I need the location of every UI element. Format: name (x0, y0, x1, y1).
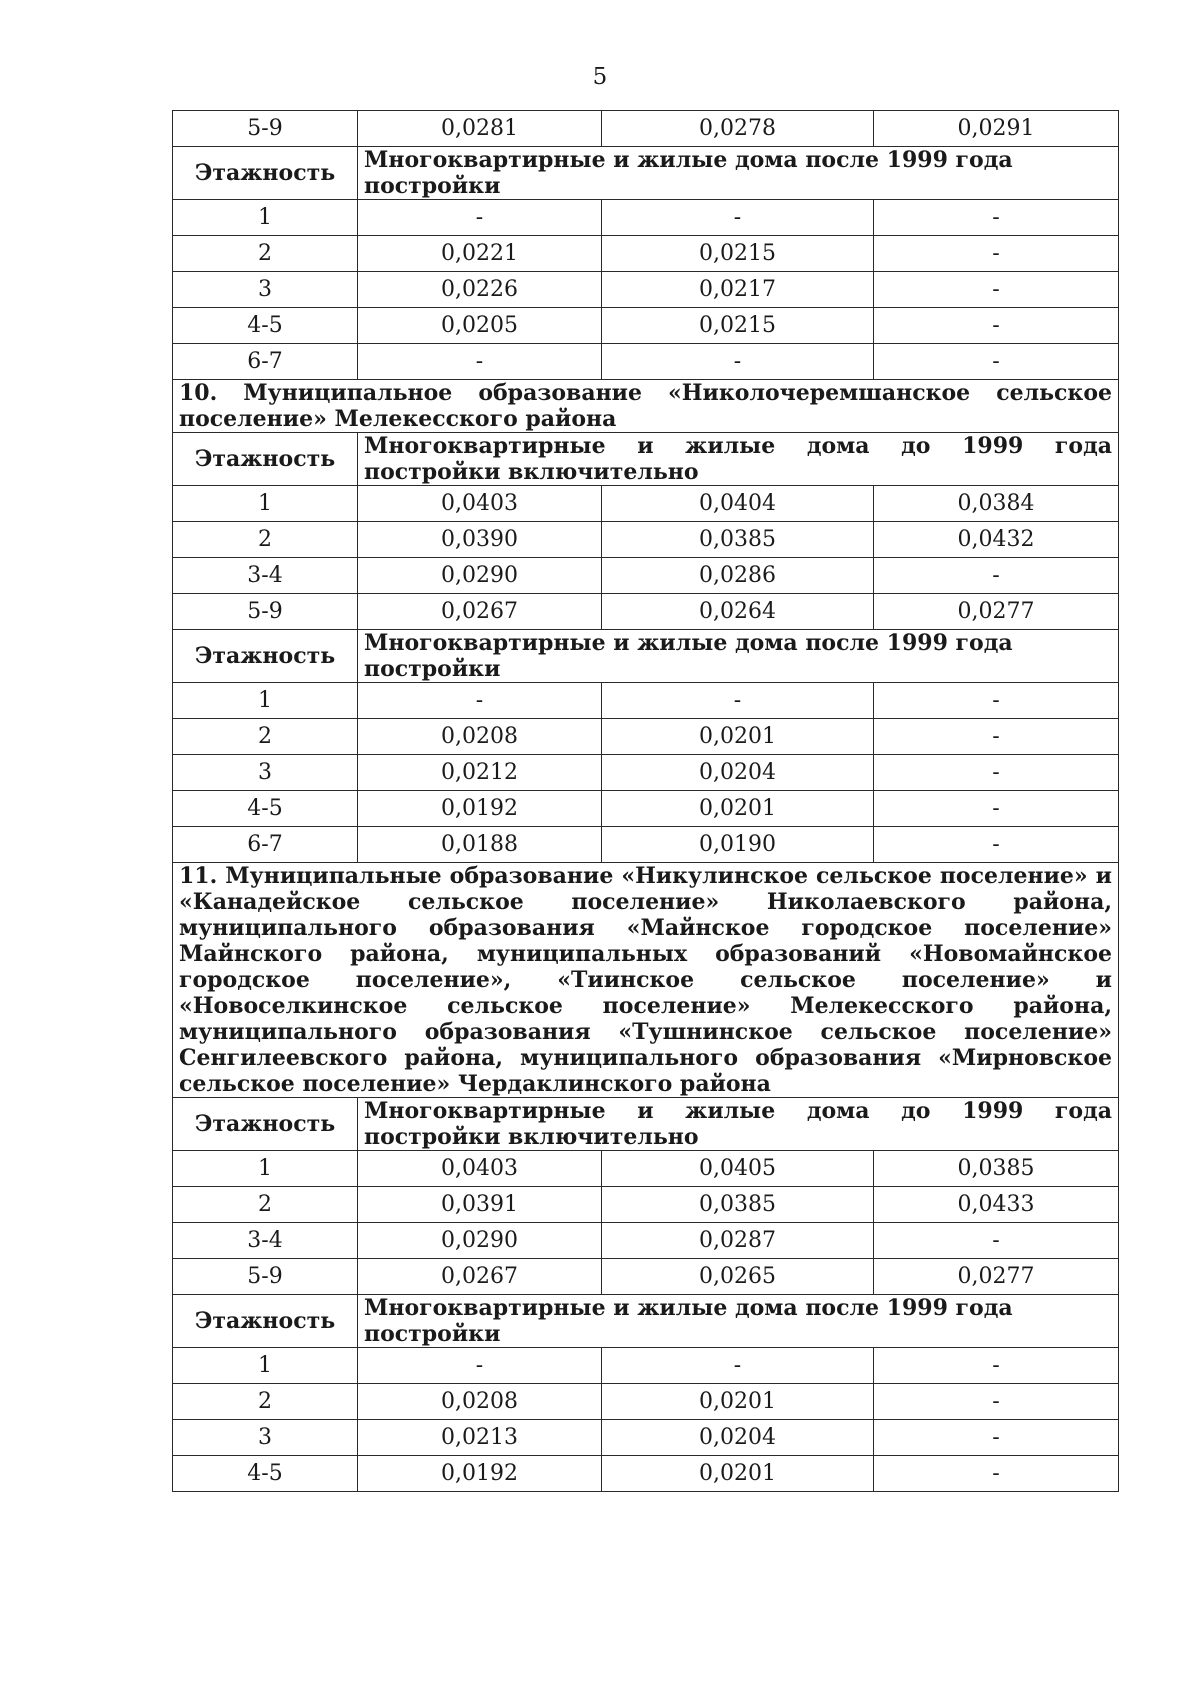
value-cell: 0,0385 (874, 1151, 1119, 1187)
value-cell: - (874, 683, 1119, 719)
value-cell: - (874, 827, 1119, 863)
value-cell: 0,0390 (358, 522, 602, 558)
value-cell: 0,0201 (602, 1456, 874, 1492)
value-cell: 0,0205 (358, 308, 602, 344)
value-cell: 0,0384 (874, 486, 1119, 522)
group-header: Многоквартирные и жилые дома до 1999 года постройки включительно (358, 433, 1119, 486)
table-row (173, 1151, 1119, 1187)
table-row (173, 755, 1119, 791)
floors-cell: 5-9 (173, 1259, 358, 1295)
floors-cell: 2 (173, 236, 358, 272)
value-cell: - (874, 755, 1119, 791)
tariff-table (172, 110, 1119, 1492)
value-cell: - (874, 272, 1119, 308)
value-cell: - (874, 719, 1119, 755)
floors-header: Этажность (173, 433, 358, 486)
table-row (173, 1456, 1119, 1492)
table-row (173, 719, 1119, 755)
group-header: Многоквартирные и жилые дома после 1999 года постройки (358, 630, 1119, 683)
table-row (173, 1348, 1119, 1384)
value-cell: 0,0277 (874, 594, 1119, 630)
floors-cell: 3-4 (173, 558, 358, 594)
table-row (173, 522, 1119, 558)
table-header-row (173, 630, 1119, 683)
value-cell: - (874, 1223, 1119, 1259)
value-cell: 0,0221 (358, 236, 602, 272)
floors-cell: 3 (173, 1420, 358, 1456)
value-cell: 0,0385 (602, 1187, 874, 1223)
value-cell: - (874, 1384, 1119, 1420)
value-cell: 0,0403 (358, 1151, 602, 1187)
table-row (173, 111, 1119, 147)
value-cell: - (874, 308, 1119, 344)
value-cell: 0,0286 (602, 558, 874, 594)
section-row (173, 380, 1119, 433)
table-header-row (173, 1295, 1119, 1348)
value-cell: 0,0217 (602, 272, 874, 308)
value-cell: - (874, 791, 1119, 827)
table-row (173, 827, 1119, 863)
floors-cell: 5-9 (173, 111, 358, 147)
value-cell: 0,0201 (602, 719, 874, 755)
value-cell: - (358, 344, 602, 380)
value-cell: 0,0403 (358, 486, 602, 522)
value-cell: 0,0290 (358, 1223, 602, 1259)
value-cell: 0,0201 (602, 1384, 874, 1420)
value-cell: 0,0278 (602, 111, 874, 147)
value-cell: - (874, 558, 1119, 594)
floors-cell: 2 (173, 522, 358, 558)
value-cell: 0,0192 (358, 791, 602, 827)
table-row (173, 236, 1119, 272)
value-cell: - (358, 683, 602, 719)
floors-header: Этажность (173, 1098, 358, 1151)
section-row (173, 863, 1119, 1098)
value-cell: 0,0190 (602, 827, 874, 863)
floors-cell: 6-7 (173, 344, 358, 380)
value-cell: 0,0215 (602, 236, 874, 272)
value-cell: 0,0433 (874, 1187, 1119, 1223)
floors-cell: 2 (173, 1384, 358, 1420)
value-cell: 0,0226 (358, 272, 602, 308)
value-cell: 0,0215 (602, 308, 874, 344)
value-cell: 0,0405 (602, 1151, 874, 1187)
value-cell: - (874, 1456, 1119, 1492)
value-cell: 0,0290 (358, 558, 602, 594)
floors-cell: 1 (173, 486, 358, 522)
table-row (173, 272, 1119, 308)
table-row (173, 1259, 1119, 1295)
value-cell: - (602, 683, 874, 719)
value-cell: 0,0188 (358, 827, 602, 863)
floors-cell: 6-7 (173, 827, 358, 863)
floors-cell: 2 (173, 719, 358, 755)
table-row (173, 1223, 1119, 1259)
value-cell: 0,0208 (358, 1384, 602, 1420)
value-cell: - (874, 236, 1119, 272)
group-header: Многоквартирные и жилые дома после 1999 года постройки (358, 1295, 1119, 1348)
value-cell: 0,0192 (358, 1456, 602, 1492)
floors-header: Этажность (173, 147, 358, 200)
table-row (173, 594, 1119, 630)
floors-cell: 1 (173, 1151, 358, 1187)
value-cell: 0,0267 (358, 594, 602, 630)
value-cell: 0,0267 (358, 1259, 602, 1295)
table-row (173, 558, 1119, 594)
floors-cell: 4-5 (173, 1456, 358, 1492)
value-cell: - (874, 200, 1119, 236)
table-row (173, 1384, 1119, 1420)
section-11-title: 11. Муниципальные образование «Никулинское сельское поселение» и «Канадейское сельское поселение» Николаевского района, муниципального образования «Майнское городское поселение» Майнского района, муниципальных образований «Новомайнское городское поселение», «Тиинское сельское поселение» и «Новоселкинское сельское поселение» Мелекесского района, муниципального образования «Тушнинское сельское поселение» Сенгилеевского района, муниципального образования «Мирновское сельское поселение» Чердаклинского района (173, 863, 1119, 1098)
table-row (173, 344, 1119, 380)
table-header-row (173, 433, 1119, 486)
value-cell: 0,0291 (874, 111, 1119, 147)
value-cell: - (874, 344, 1119, 380)
table-row (173, 791, 1119, 827)
value-cell: - (874, 1348, 1119, 1384)
floors-cell: 3 (173, 272, 358, 308)
value-cell: 0,0385 (602, 522, 874, 558)
value-cell: - (874, 1420, 1119, 1456)
value-cell: 0,0213 (358, 1420, 602, 1456)
value-cell: 0,0204 (602, 755, 874, 791)
value-cell: 0,0265 (602, 1259, 874, 1295)
value-cell: - (358, 1348, 602, 1384)
value-cell: 0,0404 (602, 486, 874, 522)
value-cell: 0,0281 (358, 111, 602, 147)
value-cell: 0,0391 (358, 1187, 602, 1223)
section-10-title: 10. Муниципальное образование «Николочеремшанское сельское поселение» Мелекесского района (173, 380, 1119, 433)
value-cell: 0,0432 (874, 522, 1119, 558)
floors-cell: 1 (173, 200, 358, 236)
floors-cell: 4-5 (173, 791, 358, 827)
value-cell: 0,0277 (874, 1259, 1119, 1295)
table-header-row (173, 147, 1119, 200)
floors-header: Этажность (173, 630, 358, 683)
group-header: Многоквартирные и жилые дома до 1999 года постройки включительно (358, 1098, 1119, 1151)
value-cell: 0,0287 (602, 1223, 874, 1259)
value-cell: - (358, 200, 602, 236)
table-row (173, 486, 1119, 522)
value-cell: 0,0264 (602, 594, 874, 630)
floors-header: Этажность (173, 1295, 358, 1348)
value-cell: - (602, 200, 874, 236)
table-row (173, 1420, 1119, 1456)
group-header: Многоквартирные и жилые дома после 1999 года постройки (358, 147, 1119, 200)
table-row (173, 1187, 1119, 1223)
floors-cell: 5-9 (173, 594, 358, 630)
table-header-row (173, 1098, 1119, 1151)
value-cell: - (602, 1348, 874, 1384)
floors-cell: 1 (173, 1348, 358, 1384)
floors-cell: 1 (173, 683, 358, 719)
value-cell: 0,0208 (358, 719, 602, 755)
floors-cell: 3-4 (173, 1223, 358, 1259)
table-row (173, 683, 1119, 719)
table-row (173, 200, 1119, 236)
value-cell: 0,0204 (602, 1420, 874, 1456)
value-cell: 0,0201 (602, 791, 874, 827)
value-cell: 0,0212 (358, 755, 602, 791)
floors-cell: 3 (173, 755, 358, 791)
value-cell: - (602, 344, 874, 380)
table-row (173, 308, 1119, 344)
page-number: 5 (592, 64, 608, 90)
floors-cell: 2 (173, 1187, 358, 1223)
floors-cell: 4-5 (173, 308, 358, 344)
